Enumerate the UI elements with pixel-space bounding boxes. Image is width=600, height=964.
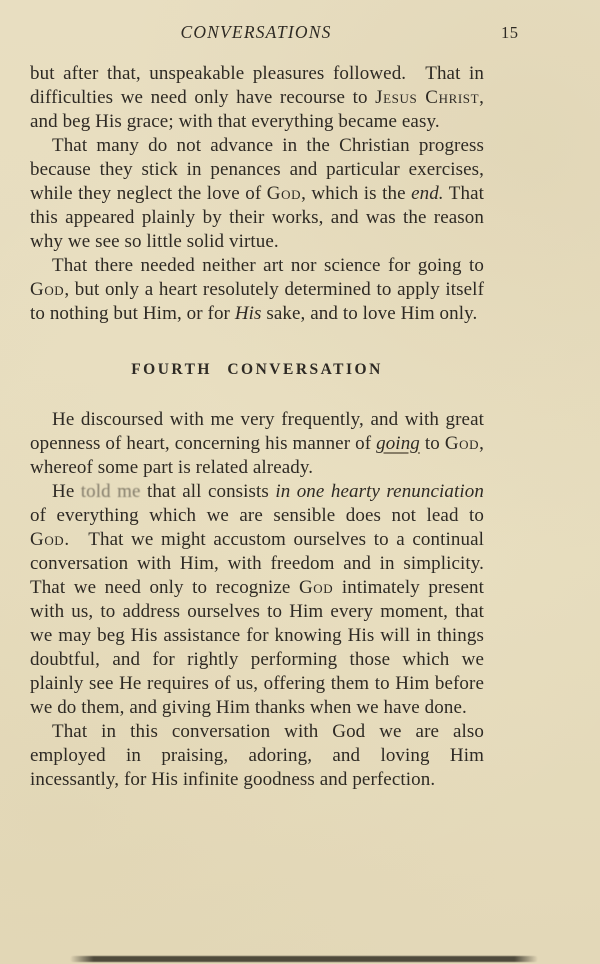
text-blocks <box>30 62 484 792</box>
text-segment: sake, and to love Him only. <box>261 303 478 324</box>
text-segment: God <box>444 433 480 454</box>
paragraph <box>30 62 484 134</box>
text-segment: God <box>298 577 334 598</box>
text-segment: His <box>234 303 262 324</box>
text-segment: He discoursed with me very frequently, and with great openness of heart, concerning his manner of <box>30 409 484 454</box>
text-segment: That many do not advance in the Christian progress because they stick in penances and particular exercises, while they neglect the love of <box>30 135 484 204</box>
text-segment: told me <box>80 481 141 502</box>
text-segment: Jesus Christ <box>375 87 480 108</box>
text-segment: that all consists <box>140 481 276 502</box>
paragraph <box>30 134 484 254</box>
paragraph <box>30 408 484 480</box>
text-segment: He <box>52 481 81 502</box>
text-segment: , but only a heart resolutely determined to apply itself to nothing but Him, or for <box>30 279 484 324</box>
running-header <box>0 22 600 48</box>
paragraph <box>30 254 484 326</box>
text-segment: That this appeared plainly by their works, and was the reason why we see so little solid virtue. <box>30 183 484 252</box>
text-segment: . That we might accustom ourselves to a continual conversation with Him, with freedom and in simplicity. That we need only to recognize <box>30 529 484 598</box>
text-segment: God <box>30 279 65 300</box>
paragraph <box>30 720 484 792</box>
text-segment: to <box>419 433 445 454</box>
text-segment: God <box>30 529 65 550</box>
text-segment: going <box>376 433 420 454</box>
text-segment: in one hearty renunciation <box>275 481 484 502</box>
text-segment: but after that, unspeakable pleasures followed. That in difficulties we need only have recourse to <box>30 63 484 108</box>
text-segment: , whereof some part is related already. <box>30 433 484 478</box>
page-number: 15 <box>501 23 519 42</box>
text-segment: God <box>266 183 302 204</box>
section-heading: FOURTH CONVERSATION <box>131 361 383 378</box>
text-segment: , and beg His grace; with that everything became easy. <box>30 87 484 132</box>
header-title: CONVERSATIONS <box>180 22 332 42</box>
text-segment: That in this conversation with God we are also employed in praising, adoring, and loving Him incessantly, for His infinite goodness and perfection. <box>30 721 484 790</box>
paragraph <box>30 480 484 720</box>
text-segment: That there needed neither art nor science for going to <box>52 255 484 276</box>
page-bottom-shadow <box>70 956 538 962</box>
text-segment: end. <box>411 183 444 204</box>
text-segment: of everything which we are sensible does not lead to <box>30 505 484 526</box>
text-segment: intimately present with us, to address ourselves to Him every moment, that we may beg His assistance for knowing His will in things doubtful, and for rightly performing those which we plainly see He requires of us, offering them to Him before we do them, and giving Him thanks when we have done. <box>30 577 484 718</box>
text-segment: , which is the <box>301 183 412 204</box>
